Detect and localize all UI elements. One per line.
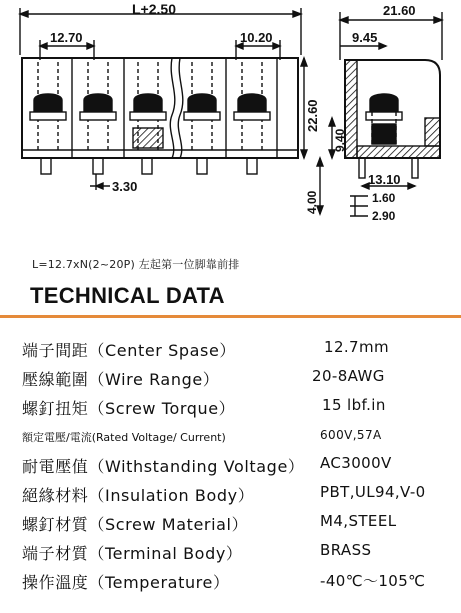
spec-row: [22, 363, 454, 392]
spec-label: 耐電壓值（Withstanding Voltage）: [22, 457, 305, 476]
spec-row: [22, 450, 454, 479]
spec-row: [22, 508, 454, 537]
dim-pin-offset: 3.30: [112, 179, 138, 194]
spec-label: 螺釘扭矩（Screw Torque）: [22, 399, 236, 418]
spec-row: [22, 479, 454, 508]
spec-label: 操作溫度（Temperature）: [22, 573, 230, 592]
dim-pitch-left: 12.70: [50, 30, 83, 45]
dim-pin-row: 2.90: [372, 209, 396, 223]
technical-drawing: [0, 0, 461, 230]
spec-table: [22, 334, 454, 595]
spec-label: 端子材質（Terminal Body）: [22, 544, 243, 563]
spec-label: 額定電壓/電流(Rated Voltage/ Current): [22, 431, 226, 444]
dim-pitch-right: 10.20: [240, 30, 273, 45]
dim-height: 22.60: [305, 99, 320, 132]
spec-label: 端子間距（Center Spase）: [22, 341, 237, 360]
dim-pin-width: 1.60: [372, 191, 396, 205]
spec-row: [22, 537, 454, 566]
spec-value: 600V,57A: [320, 428, 382, 442]
spec-value: 20-8AWG: [312, 367, 385, 385]
spec-value: -40℃～105℃: [320, 572, 426, 590]
section-heading: TECHNICAL DATA: [30, 283, 225, 308]
spec-row: [22, 334, 454, 363]
dim-overall-length: L+2.50: [132, 1, 176, 17]
spec-label: 壓線範圍（Wire Range）: [22, 370, 220, 389]
spec-value: AC3000V: [320, 454, 392, 472]
length-note: L=12.7xN(2~20P) 左起第一位脚靠前排: [32, 258, 240, 271]
spec-value: 12.7mm: [324, 338, 390, 356]
dim-side-height: 9.40: [333, 128, 347, 152]
spec-row: [22, 392, 454, 421]
accent-divider: [0, 315, 461, 318]
spec-value: M4,STEEL: [320, 512, 397, 530]
dim-pin-spacing: 13.10: [368, 172, 401, 187]
spec-label: 絕緣材料（Insulation Body）: [22, 486, 255, 505]
spec-row: [22, 566, 454, 595]
dim-pin-length: 4.00: [305, 190, 319, 214]
spec-value: BRASS: [320, 541, 372, 559]
spec-value: 15 lbf.in: [322, 396, 386, 414]
spec-value: PBT,UL94,V-0: [320, 483, 426, 501]
dim-depth: 21.60: [383, 3, 416, 18]
dim-side-top: 9.45: [352, 30, 378, 45]
spec-label: 螺釘材質（Screw Material）: [22, 515, 249, 534]
spec-row: [22, 421, 454, 450]
